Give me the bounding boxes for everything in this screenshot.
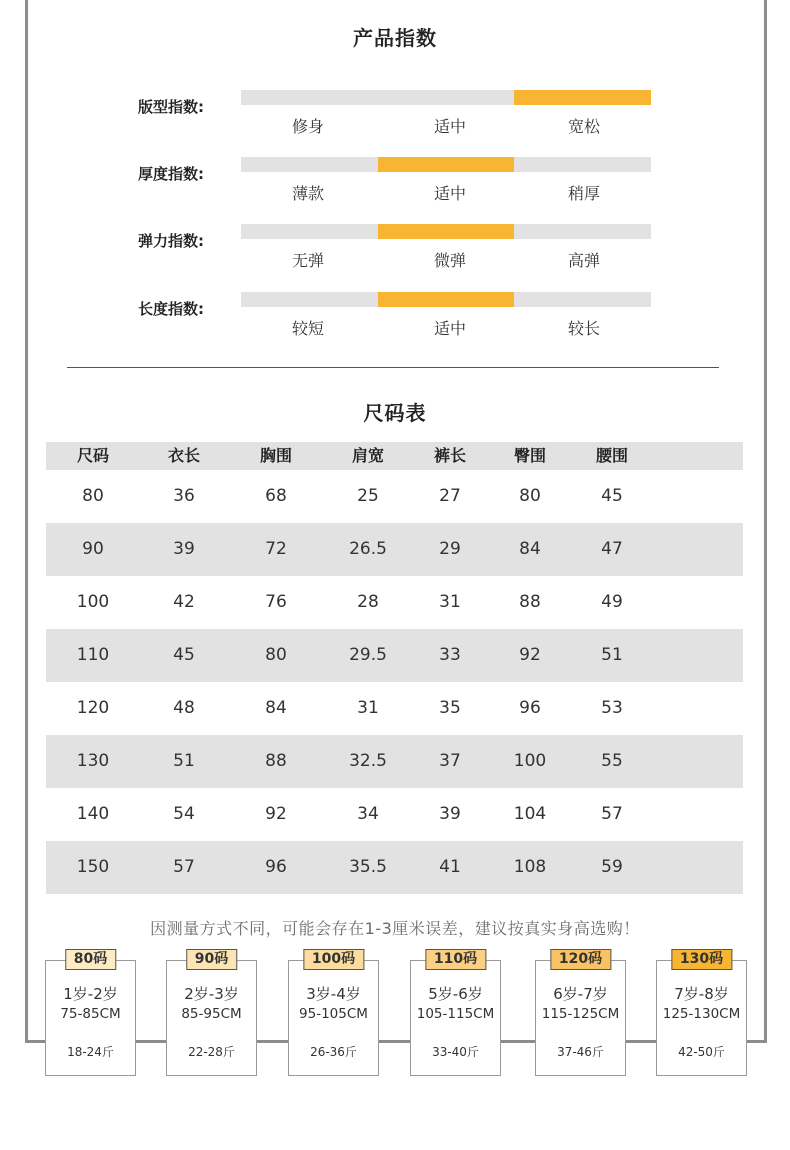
- index-option: 微弹: [433, 251, 466, 270]
- size-height: 125-130CM: [662, 1006, 741, 1022]
- table-cell: 150: [76, 857, 110, 877]
- table-cell: 59: [601, 857, 623, 877]
- size-card: [656, 951, 747, 1076]
- index-bar-segment: [241, 90, 378, 105]
- table-cell: 54: [173, 804, 195, 824]
- size-height: 105-115CM: [416, 1006, 495, 1022]
- table-cell: 57: [173, 857, 195, 877]
- index-row-thickness: [0, 157, 790, 217]
- table-cell: 31: [439, 592, 461, 612]
- table-header-row: [46, 442, 743, 470]
- size-weight: 18-24斤: [67, 1045, 114, 1059]
- size-weight: 26-36斤: [310, 1045, 357, 1059]
- table-cell: 25: [357, 486, 379, 506]
- table-cell: 36: [173, 486, 195, 506]
- size-height: 85-95CM: [181, 1006, 242, 1022]
- table-cell: 28: [357, 592, 379, 612]
- index-bar-segment: [378, 224, 515, 239]
- size-tag: 100码: [303, 949, 364, 970]
- size-height: 75-85CM: [60, 1006, 121, 1022]
- table-header-cell: 肩宽: [351, 446, 384, 465]
- table-cell: 39: [173, 539, 195, 559]
- table-cell: 80: [82, 486, 104, 506]
- index-label: 版型指数:: [138, 98, 204, 116]
- size-chart-title: 尺码表: [363, 401, 427, 425]
- size-card: [166, 951, 257, 1076]
- index-row-length: [0, 292, 790, 352]
- table-cell: 42: [173, 592, 195, 612]
- index-bar-segment: [378, 292, 515, 307]
- table-cell: 120: [76, 698, 110, 718]
- table-cell: 84: [519, 539, 541, 559]
- table-cell: 84: [265, 698, 287, 718]
- size-height: 115-125CM: [541, 1006, 620, 1022]
- table-row: [46, 576, 743, 629]
- table-row: [46, 682, 743, 735]
- size-chart-table: [46, 442, 743, 894]
- size-weight: 42-50斤: [678, 1045, 725, 1059]
- table-cell: 100: [513, 751, 547, 771]
- table-header-cell: 衣长: [167, 446, 200, 465]
- table-cell: 68: [265, 486, 287, 506]
- table-cell: 26.5: [349, 539, 387, 559]
- index-option: 适中: [433, 319, 466, 338]
- table-cell: 35: [439, 698, 461, 718]
- table-cell: 29.5: [349, 645, 387, 665]
- size-tag: 90码: [186, 949, 237, 970]
- table-cell: 57: [601, 804, 623, 824]
- index-bar-segment: [514, 292, 651, 307]
- index-option: 修身: [291, 117, 324, 136]
- table-cell: 41: [439, 857, 461, 877]
- measurement-note: 因测量方式不同，可能会存在1-3厘米误差，建议按真实身高选购！: [150, 919, 640, 938]
- size-height: 95-105CM: [299, 1006, 368, 1022]
- index-label: 长度指数:: [138, 300, 204, 318]
- size-tag: 110码: [425, 949, 486, 970]
- table-cell: 110: [76, 645, 110, 665]
- index-bar-segment: [514, 157, 651, 172]
- index-option: 薄款: [291, 184, 324, 203]
- table-cell: 92: [519, 645, 541, 665]
- table-cell: 90: [82, 539, 104, 559]
- table-cell: 140: [76, 804, 110, 824]
- table-cell: 31: [357, 698, 379, 718]
- table-cell: 33: [439, 645, 461, 665]
- index-bar: [241, 90, 651, 105]
- table-header-cell: 臀围: [513, 446, 546, 465]
- table-cell: 100: [76, 592, 110, 612]
- index-option: 高弹: [567, 251, 600, 270]
- index-bar-segment: [241, 292, 378, 307]
- table-cell: 96: [265, 857, 287, 877]
- table-cell: 55: [601, 751, 623, 771]
- section-divider: [67, 367, 719, 368]
- index-row-fit: [0, 90, 790, 150]
- index-option: 稍厚: [567, 184, 600, 203]
- table-header-cell: 裤长: [433, 446, 466, 465]
- index-option: 适中: [433, 117, 466, 136]
- table-cell: 47: [601, 539, 623, 559]
- size-age: 5岁-6岁: [428, 985, 483, 1003]
- table-cell: 88: [265, 751, 287, 771]
- table-cell: 29: [439, 539, 461, 559]
- size-weight: 37-46斤: [557, 1045, 604, 1059]
- table-row: [46, 735, 743, 788]
- size-tag: 130码: [671, 949, 732, 970]
- size-age: 7岁-8岁: [674, 985, 729, 1003]
- table-cell: 32.5: [349, 751, 387, 771]
- product-index-title: 产品指数: [353, 26, 437, 50]
- table-cell: 48: [173, 698, 195, 718]
- index-option: 无弹: [291, 251, 324, 270]
- index-bar-segment: [241, 157, 378, 172]
- size-age: 3岁-4岁: [306, 985, 361, 1003]
- index-option: 较长: [567, 319, 600, 338]
- table-cell: 37: [439, 751, 461, 771]
- table-cell: 49: [601, 592, 623, 612]
- table-cell: 104: [513, 804, 547, 824]
- index-label: 厚度指数:: [138, 165, 204, 183]
- table-cell: 51: [601, 645, 623, 665]
- index-option: 适中: [433, 184, 466, 203]
- table-cell: 45: [173, 645, 195, 665]
- size-age: 1岁-2岁: [63, 985, 118, 1003]
- table-cell: 92: [265, 804, 287, 824]
- table-cell: 34: [357, 804, 379, 824]
- table-header-cell: 腰围: [595, 446, 628, 465]
- table-cell: 27: [439, 486, 461, 506]
- size-card: [535, 951, 626, 1076]
- table-cell: 35.5: [349, 857, 387, 877]
- table-cell: 51: [173, 751, 195, 771]
- index-bar-segment: [514, 90, 651, 105]
- index-label: 弹力指数:: [138, 232, 204, 250]
- table-cell: 39: [439, 804, 461, 824]
- table-cell: 130: [76, 751, 110, 771]
- index-option: 较短: [291, 319, 324, 338]
- index-bar-segment: [514, 224, 651, 239]
- size-tag: 120码: [550, 949, 611, 970]
- size-weight: 22-28斤: [188, 1045, 235, 1059]
- index-bar-segment: [378, 157, 515, 172]
- size-weight: 33-40斤: [432, 1045, 479, 1059]
- table-cell: 96: [519, 698, 541, 718]
- table-row: [46, 629, 743, 682]
- table-cell: 88: [519, 592, 541, 612]
- size-card: [288, 951, 379, 1076]
- index-bar: [241, 224, 651, 239]
- size-age: 6岁-7岁: [553, 985, 608, 1003]
- table-cell: 72: [265, 539, 287, 559]
- table-header-cell: 尺码: [76, 446, 109, 465]
- size-card: [410, 951, 501, 1076]
- table-cell: 80: [519, 486, 541, 506]
- table-cell: 76: [265, 592, 287, 612]
- index-option: 宽松: [567, 117, 600, 136]
- index-bar: [241, 157, 651, 172]
- index-bar-segment: [241, 224, 378, 239]
- size-cards: [0, 948, 790, 1078]
- table-row: [46, 523, 743, 576]
- size-tag: 80码: [65, 949, 116, 970]
- table-cell: 45: [601, 486, 623, 506]
- index-row-elasticity: [0, 224, 790, 284]
- size-age: 2岁-3岁: [184, 985, 239, 1003]
- table-row: [46, 841, 743, 894]
- table-cell: 80: [265, 645, 287, 665]
- table-cell: 53: [601, 698, 623, 718]
- table-row: [46, 470, 743, 523]
- table-header-cell: 胸围: [259, 446, 292, 465]
- size-card: [45, 951, 136, 1076]
- index-bar-segment: [378, 90, 515, 105]
- table-row: [46, 788, 743, 841]
- index-bar: [241, 292, 651, 307]
- table-cell: 108: [513, 857, 547, 877]
